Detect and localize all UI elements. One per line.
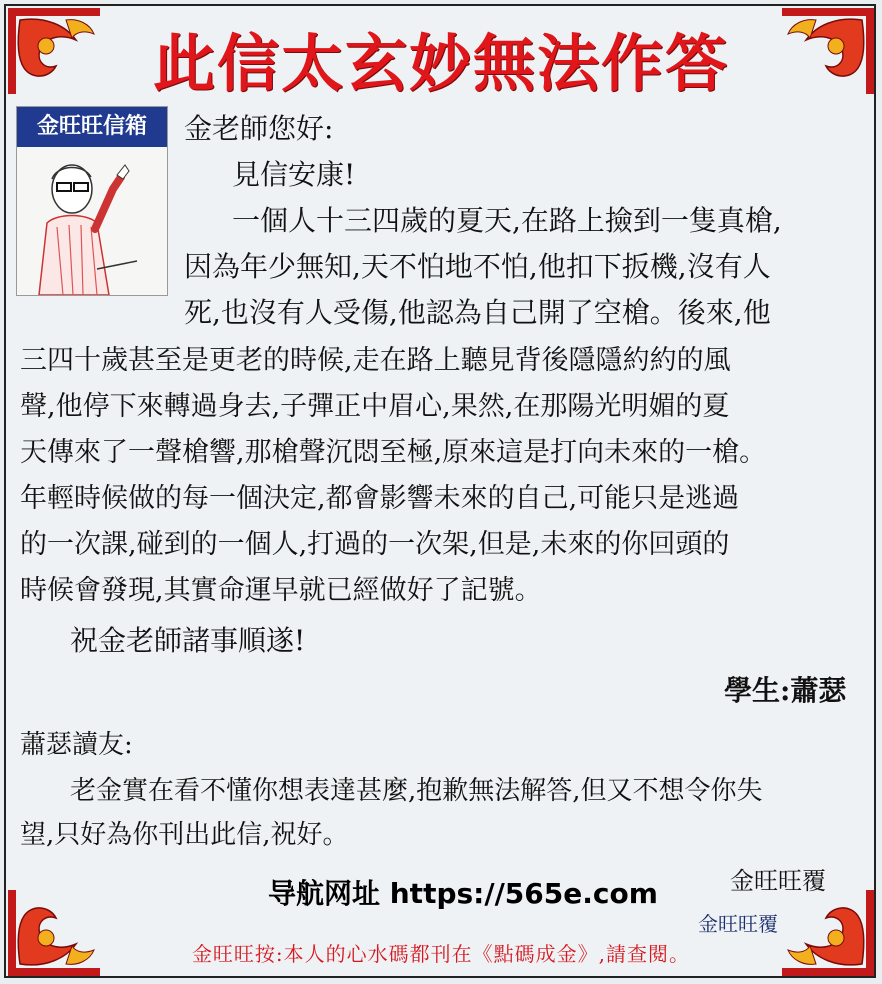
letter-line: 聲,他停下來轉過身去,子彈正中眉心,果然,在那陽光明媚的夏: [20, 391, 730, 422]
footer-note: 金旺旺按:本人的心水碼都刊在《點碼成金》,請查閱。: [191, 942, 691, 966]
letter-line: 年輕時候做的每一個決定,都會影響未來的自己,可能只是逃過: [20, 483, 740, 514]
page-title: 此信太玄妙無法作答: [152, 27, 729, 100]
letter-line: 的一次課,碰到的一個人,打過的一次架,但是,未來的你回頭的: [20, 529, 730, 560]
teacher-illustration-icon: [17, 149, 167, 295]
letter-line: 死,也沒有人受傷,他認為自己開了空槍。後來,他: [184, 296, 771, 329]
reply-signature: 金旺旺覆: [730, 867, 826, 895]
handwritten-signature: 金旺旺覆: [698, 912, 778, 936]
letter-signature: 學生:蕭瑟: [724, 674, 847, 707]
letter-line: 三四十歲甚至是更老的時候,走在路上聽見背後隱隱約約的風: [20, 345, 731, 376]
letter-closing: 祝金老師諸事順遂!: [70, 624, 306, 657]
letter-line: 時候會發現,其實命運早就已經做好了記號。: [20, 575, 542, 606]
reply-salutation: 蕭瑟讀友:: [20, 730, 133, 760]
letter-opening: 見信安康!: [232, 158, 356, 191]
reply-line: 望,只好為你刊出此信,祝好。: [20, 820, 349, 850]
letter-line: 天傳來了一聲槍響,那槍聲沉悶至極,原來這是打向未來的一槍。: [20, 437, 767, 468]
letter-line: 因為年少無知,天不怕地不怕,他扣下扳機,沒有人: [184, 250, 771, 283]
mailbox-column-badge: [16, 106, 168, 296]
letter-greeting: 金老師您好:: [184, 112, 334, 145]
reply-line: 老金實在看不懂你想表達甚麼,抱歉無法解答,但又不想令你失: [70, 776, 763, 806]
letter-line: 一個人十三四歲的夏天,在路上撿到一隻真槍,: [232, 204, 782, 237]
watermark-text: 导航网址 https://565e.com: [268, 877, 658, 910]
mailbox-label: 金旺旺信箱: [17, 107, 167, 147]
